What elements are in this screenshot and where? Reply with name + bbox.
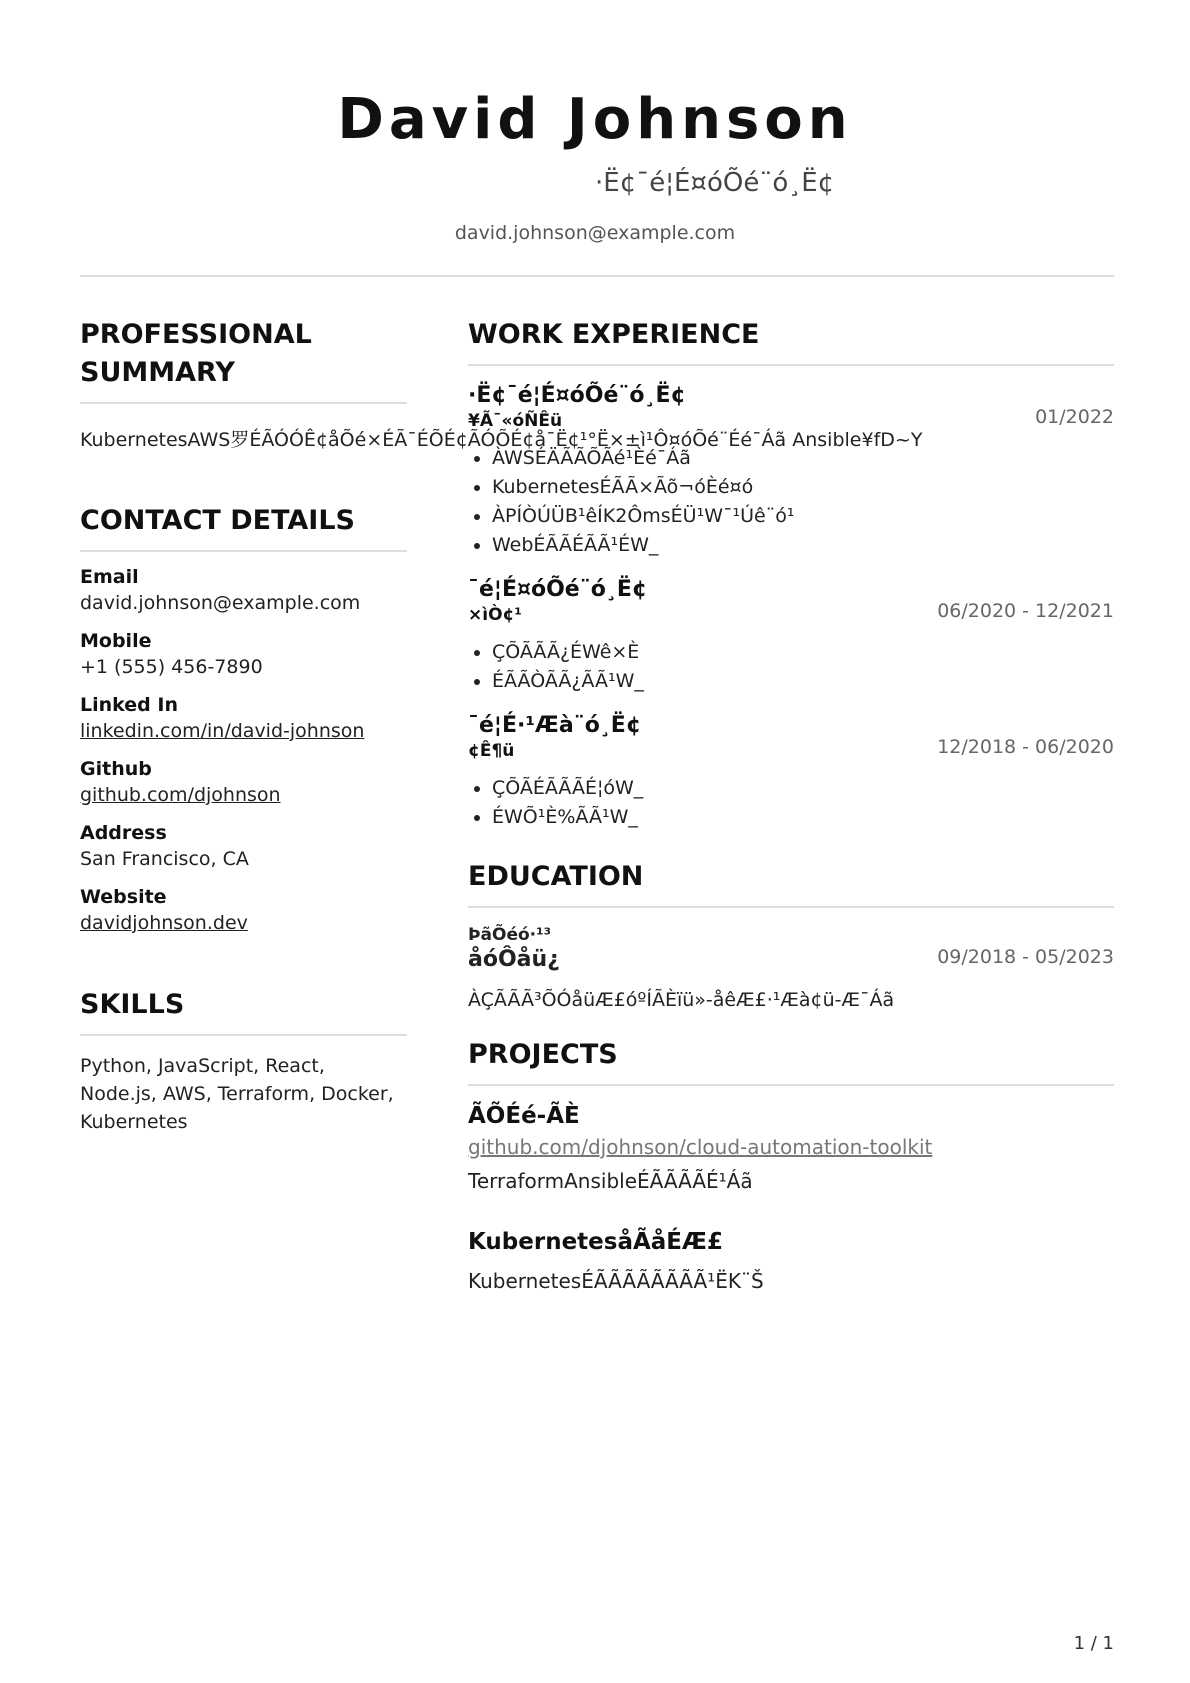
contact-linkedin <box>80 692 407 744</box>
list-item: • ÀPÍÒÚÜB¹êÍK2ÔmsÉÜ¹W¯¹Úê¨ó¹ <box>492 502 1114 531</box>
job-bullets <box>468 444 1114 560</box>
project-link[interactable]: github.com/djohnson/cloud-automation-toolkit <box>468 1135 933 1159</box>
github-link[interactable]: github.com/djohnson <box>80 784 281 806</box>
website-link[interactable]: davidjohnson.dev <box>80 912 248 934</box>
contact-mobile-value: +1 (555) 456-7890 <box>80 656 263 678</box>
project-entry <box>468 1226 1114 1296</box>
job-bullets <box>468 638 1114 696</box>
contact-label: Mobile <box>80 630 152 652</box>
header-email[interactable]: david.johnson@example.com <box>454 222 736 244</box>
list-item: • KubernetesÉÃÃ×Ãõ¬óÈé¤ó <box>492 473 1114 502</box>
skills-title: SKILLS <box>80 986 407 1036</box>
contact-label: Github <box>80 758 152 780</box>
project-name: KubernetesåÃåÉÆ£ <box>468 1229 723 1255</box>
job-date: 06/2020 - 12/2021 <box>937 600 1114 622</box>
job-date: 01/2022 <box>1035 406 1114 428</box>
contact-mobile <box>80 628 407 680</box>
job-title: ¯é¦É·¹Æà¨ó¸Ë¢ <box>468 713 642 738</box>
experience-title: WORK EXPERIENCE <box>468 316 1114 366</box>
project-entry <box>468 1100 1114 1196</box>
education-date: 09/2018 - 05/2023 <box>937 946 1114 968</box>
project-description: TerraformAnsibleÉÃÃÃÃÉ¹Áã <box>468 1169 753 1193</box>
job-company: ×ìÒ¢¹ <box>468 605 522 625</box>
job-company: ¥Ã¯«óÑÊü <box>468 411 563 431</box>
linkedin-link[interactable]: linkedin.com/in/david-johnson <box>80 720 365 742</box>
candidate-subtitle: ·Ë¢¯é¦É¤óÕé¨ó¸Ë¢ <box>595 168 835 198</box>
job-title: ¯é¦É¤óÕé¨ó¸Ë¢ <box>468 577 648 602</box>
list-item: • WebÉÃÃÉÃÃ¹ÉW_ <box>492 531 1114 560</box>
job-company: ¢Ê¶ü <box>468 741 515 761</box>
list-item: • ÀWSÉÄÃÃÕÃé¹Èé¯Áã <box>492 444 1114 473</box>
summary-title: PROFESSIONAL SUMMARY <box>80 316 407 404</box>
education-school: ÞãÕéó·¹³ <box>468 925 552 945</box>
job-bullets <box>468 774 1114 832</box>
contact-email-value[interactable]: david.johnson@example.com <box>80 592 361 614</box>
right-column <box>468 316 1114 1296</box>
page-number: 1 / 1 <box>1073 1633 1114 1654</box>
contact-title: CONTACT DETAILS <box>80 502 407 552</box>
list-item: • ÇÕÃÉÃÃÃÉ¦óW_ <box>492 774 1114 803</box>
education-title: EDUCATION <box>468 858 1114 908</box>
header-divider <box>80 275 1114 277</box>
contact-github <box>80 756 407 808</box>
contact-website <box>80 884 407 936</box>
skills-text: Python, JavaScript, React, Node.js, AWS, Terraform, Docker, Kubernetes <box>80 1055 394 1133</box>
list-item: • ÇÕÃÃÃ¿ÉWê×È <box>492 638 1114 667</box>
education-degree: åóÔåü¿ <box>468 947 560 972</box>
summary-text: KubernetesAWS罗ÉÃÓÓÊ¢åÕé×ÉÃ¯ÉÕÉ¢ÃÓÕÉ¢å¯Ë¢¹°Ë×±ì¹Ô¤óÕé¨Éé¯Áã Ansible¥fD~Y <box>80 429 923 451</box>
job-entry <box>468 712 1114 832</box>
list-item: • ÉÃÃÒÃÃ¿ÃÃ¹W_ <box>492 667 1114 696</box>
project-description: KubernetesÉÃÃÃÃÃÃÃÃ¹ËK¨Š <box>468 1269 764 1293</box>
contact-address-value: San Francisco, CA <box>80 848 249 870</box>
project-name: ÃÕÉé-ÃÈ <box>468 1103 580 1129</box>
projects-title: PROJECTS <box>468 1036 1114 1086</box>
contact-email <box>80 564 407 616</box>
contact-label: Linked In <box>80 694 178 716</box>
education-entry <box>468 924 1114 1014</box>
education-description: ÀÇÃÃÃ³ÕÓåüÆ£óºÍÃÈïü»-åêÆ£·¹Æà¢ü-Æ¯Áã <box>468 989 895 1011</box>
job-title: ·Ë¢¯é¦É¤óÕé¨ó¸Ë¢ <box>468 383 686 408</box>
contact-label: Address <box>80 822 167 844</box>
contact-address <box>80 820 407 872</box>
job-entry <box>468 382 1114 560</box>
job-date: 12/2018 - 06/2020 <box>937 736 1114 758</box>
job-entry <box>468 576 1114 696</box>
candidate-name: David Johnson <box>337 87 853 152</box>
contact-label: Website <box>80 886 167 908</box>
list-item: • ÉWÕ¹È%ÃÃ¹W_ <box>492 803 1114 832</box>
contact-label: Email <box>80 566 139 588</box>
